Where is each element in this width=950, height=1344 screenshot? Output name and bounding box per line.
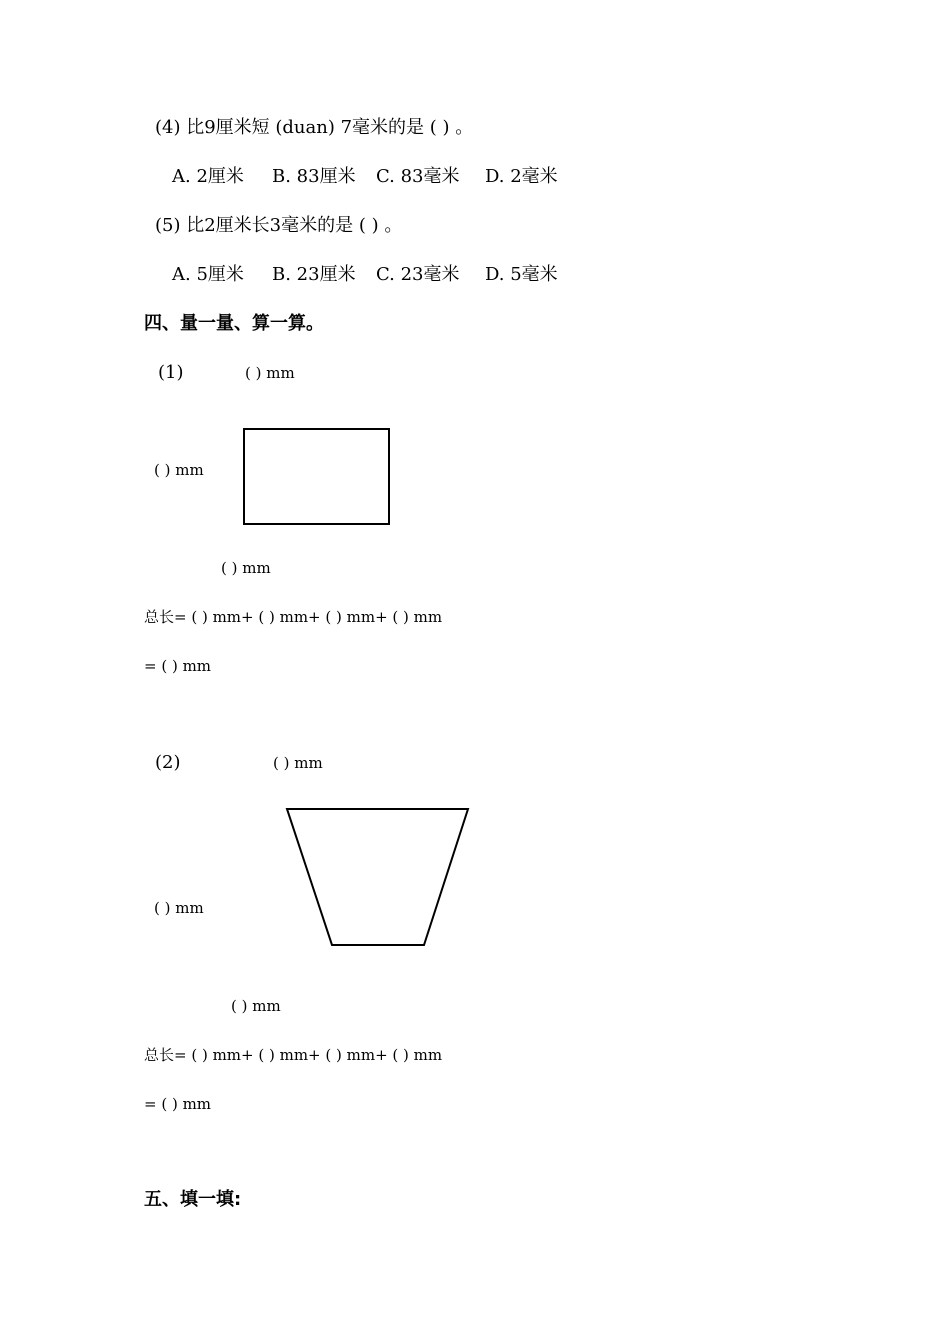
question-4-option-a[interactable]: A. 2厘米 [172,166,244,187]
question-5-option-b[interactable]: B. 23厘米 [272,264,356,285]
section-4-heading: 四、量一量、算一算。 [144,313,324,334]
question-5-option-c[interactable]: C. 23毫米 [376,264,460,285]
question-4-option-c[interactable]: C. 83毫米 [376,166,460,187]
question-4-stem: (4) 比9厘米短 (duan) 7毫米的是 ( ) 。 [155,117,474,138]
problem-2-top-blank[interactable]: ( ) mm [273,754,323,772]
problem-1-label: (1) [158,362,184,383]
question-4-option-d[interactable]: D. 2毫米 [485,166,558,187]
question-5-option-d[interactable]: D. 5毫米 [485,264,558,285]
rectangle-figure [243,428,390,525]
question-5-stem: (5) 比2厘米长3毫米的是 ( ) 。 [155,215,403,236]
problem-1-bottom-blank[interactable]: ( ) mm [221,559,271,577]
problem-2-total-formula[interactable]: 总长= ( ) mm+ ( ) mm+ ( ) mm+ ( ) mm [144,1046,443,1064]
section-5-heading: 五、填一填: [144,1189,242,1210]
question-5-option-a[interactable]: A. 5厘米 [172,264,244,285]
problem-2-bottom-blank[interactable]: ( ) mm [231,997,281,1015]
problem-2-result[interactable]: = ( ) mm [144,1095,212,1113]
problem-1-result[interactable]: = ( ) mm [144,657,212,675]
problem-1-top-blank[interactable]: ( ) mm [245,364,295,382]
question-4-option-b[interactable]: B. 83厘米 [272,166,356,187]
problem-2-left-blank[interactable]: ( ) mm [154,899,204,917]
problem-1-left-blank[interactable]: ( ) mm [154,461,204,479]
problem-2-label: (2) [155,752,181,773]
trapezoid-figure [285,808,471,948]
problem-1-total-formula[interactable]: 总长= ( ) mm+ ( ) mm+ ( ) mm+ ( ) mm [144,608,443,626]
